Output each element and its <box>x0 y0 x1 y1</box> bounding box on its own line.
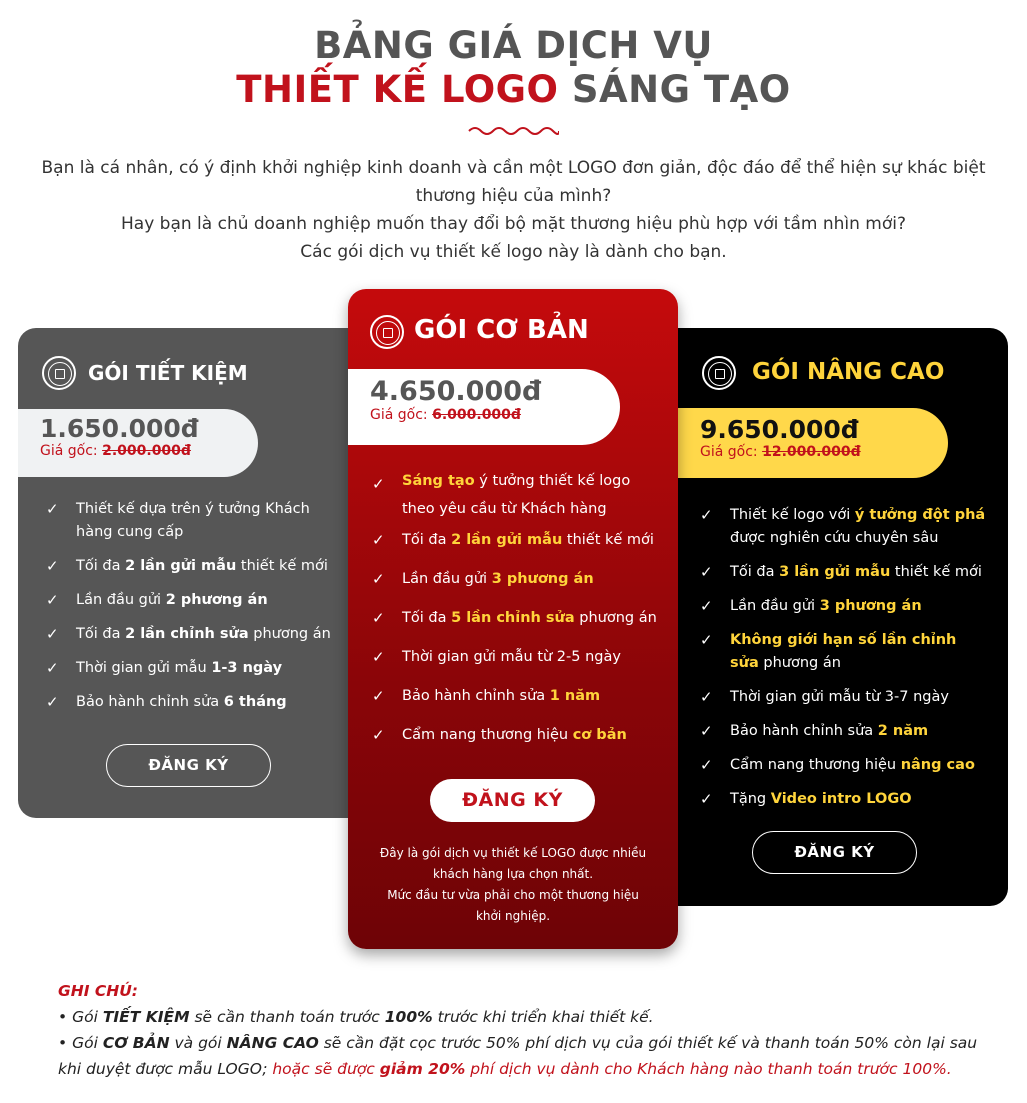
original-price: Giá gốc: 2.000.000đ <box>40 443 191 459</box>
list-item: ✓ Lần đầu gửi 3 phương án <box>372 568 662 591</box>
intro-text: Hay bạn là chủ doanh nghiệp muốn thay đổi bộ mặt thương hiệu phù hợp với tầm nhìn mới? <box>121 214 906 234</box>
list-item: ✓ Tối đa 2 lần gửi mẫu thiết kế mới <box>46 555 346 578</box>
list-item: ✓ Bảo hành chỉnh sửa 6 tháng <box>46 691 346 714</box>
feature-list <box>700 504 990 811</box>
check-icon: ✓ <box>46 659 59 677</box>
check-icon: ✓ <box>700 631 713 649</box>
register-button-standard[interactable]: ĐĂNG KÝ <box>430 779 595 822</box>
check-icon: ✓ <box>46 557 59 575</box>
list-item: ✓ Thiết kế logo với ý tưởng đột phá được nghiên cứu chuyên sâu <box>700 506 986 546</box>
check-icon: ✓ <box>700 722 713 740</box>
list-item: ✓ Bảo hành chỉnh sửa 2 năm <box>700 720 990 743</box>
notes-heading: GHI CHÚ: <box>58 982 138 1000</box>
plan-card-advanced <box>660 328 1008 906</box>
list-item: ✓ Thiết kế dựa trên ý tưởng Khách hàng cung cấp <box>46 500 310 540</box>
plan-name: GÓI TIẾT KIỆM <box>88 361 248 385</box>
list-item: ✓ Thời gian gửi mẫu từ 3-7 ngày <box>700 686 990 709</box>
plan-name: GÓI CƠ BẢN <box>414 315 589 345</box>
check-icon: ✓ <box>700 790 713 808</box>
price-box <box>18 409 258 477</box>
plan-card-basic <box>18 328 378 818</box>
intro-text: thương hiệu của mình? <box>415 186 612 206</box>
price: 4.650.000đ <box>370 376 542 407</box>
list-item: ✓ Tối đa 5 lần chỉnh sửa phương án <box>372 607 662 630</box>
plan-badge-icon <box>42 356 76 390</box>
check-icon: ✓ <box>46 500 59 518</box>
check-icon: ✓ <box>372 687 385 705</box>
page-title-line2 <box>0 68 1027 111</box>
price-box <box>660 408 948 478</box>
check-icon: ✓ <box>372 531 385 549</box>
check-icon: ✓ <box>700 597 713 615</box>
list-item: ✓ Tặng Video intro LOGO <box>700 788 990 811</box>
intro-text: Bạn là cá nhân, có ý định khởi nghiệp kinh doanh và cần một LOGO đơn giản, độc đáo để thể hiện sự khác biệt <box>41 158 986 178</box>
price: 9.650.000đ <box>700 415 859 444</box>
feature-list <box>46 498 346 714</box>
price-box <box>348 369 620 445</box>
list-item: ✓ Sáng tạo ý tưởng thiết kế logo theo yêu cầu từ Khách hàng <box>372 467 662 523</box>
list-item: ✓ Thời gian gửi mẫu từ 2-5 ngày <box>372 646 662 669</box>
list-item: ✓ Cẩm nang thương hiệu nâng cao <box>700 754 990 777</box>
check-icon: ✓ <box>46 591 59 609</box>
price: 1.650.000đ <box>40 414 199 443</box>
intro-text: Các gói dịch vụ thiết kế logo này là dành cho bạn. <box>300 242 727 262</box>
register-button-basic[interactable]: ĐĂNG KÝ <box>106 744 271 787</box>
plan-name: GÓI NÂNG CAO <box>752 359 945 385</box>
plan-note: Đây là gói dịch vụ thiết kế LOGO được nhiều khách hàng lựa chọn nhất. Mức đầu tư vừa phải cho một thương hiệu khởi nghiệp. <box>379 846 647 923</box>
page-title-highlight: THIẾT KẾ LOGO <box>236 68 559 111</box>
check-icon: ✓ <box>700 506 713 524</box>
plan-badge-icon <box>702 356 736 390</box>
check-icon: ✓ <box>700 756 713 774</box>
check-icon: ✓ <box>700 563 713 581</box>
note-line: • Gói TIẾT KIỆM sẽ cần thanh toán trước 100% trước khi triển khai thiết kế. <box>58 1008 654 1026</box>
list-item: ✓ Lần đầu gửi 3 phương án <box>700 595 990 618</box>
check-icon: ✓ <box>46 693 59 711</box>
list-item: ✓ Không giới hạn số lần chỉnh sửa phương án <box>700 631 957 671</box>
register-button-advanced[interactable]: ĐĂNG KÝ <box>752 831 917 874</box>
list-item: ✓ Cẩm nang thương hiệu cơ bản <box>372 724 662 747</box>
check-icon: ✓ <box>372 726 385 744</box>
list-item: ✓ Bảo hành chỉnh sửa 1 năm <box>372 685 662 708</box>
check-icon: ✓ <box>372 609 385 627</box>
feature-list <box>372 467 662 747</box>
check-icon: ✓ <box>372 648 385 666</box>
original-price: Giá gốc: 12.000.000đ <box>700 444 861 460</box>
list-item: ✓ Lần đầu gửi 2 phương án <box>46 589 346 612</box>
list-item: ✓ Thời gian gửi mẫu 1-3 ngày <box>46 657 346 680</box>
page-title-line1: BẢNG GIÁ DỊCH VỤ <box>314 24 713 67</box>
check-icon: ✓ <box>46 625 59 643</box>
plan-card-standard <box>348 289 678 949</box>
original-price: Giá gốc: 6.000.000đ <box>370 407 521 423</box>
note-line: • Gói CƠ BẢN và gói NÂNG CAO sẽ cần đặt cọc trước 50% phí dịch vụ của gói thiết kế và thanh toán 50% còn lại sau khi duyệt được mẫu LOGO; hoặc sẽ được giảm 20% phí dịch vụ dành cho Khách hàng nào thanh toán trước 100%. <box>58 1034 978 1078</box>
page-title-rest: SÁNG TẠO <box>558 68 791 111</box>
wave-divider-icon <box>467 124 559 138</box>
check-icon: ✓ <box>372 475 385 493</box>
notes-section <box>58 978 978 1082</box>
check-icon: ✓ <box>700 688 713 706</box>
plan-badge-icon <box>370 315 404 349</box>
list-item: ✓ Tối đa 3 lần gửi mẫu thiết kế mới <box>700 561 990 584</box>
check-icon: ✓ <box>372 570 385 588</box>
list-item: ✓ Tối đa 2 lần chỉnh sửa phương án <box>46 623 346 646</box>
list-item: ✓ Tối đa 2 lần gửi mẫu thiết kế mới <box>372 529 662 552</box>
